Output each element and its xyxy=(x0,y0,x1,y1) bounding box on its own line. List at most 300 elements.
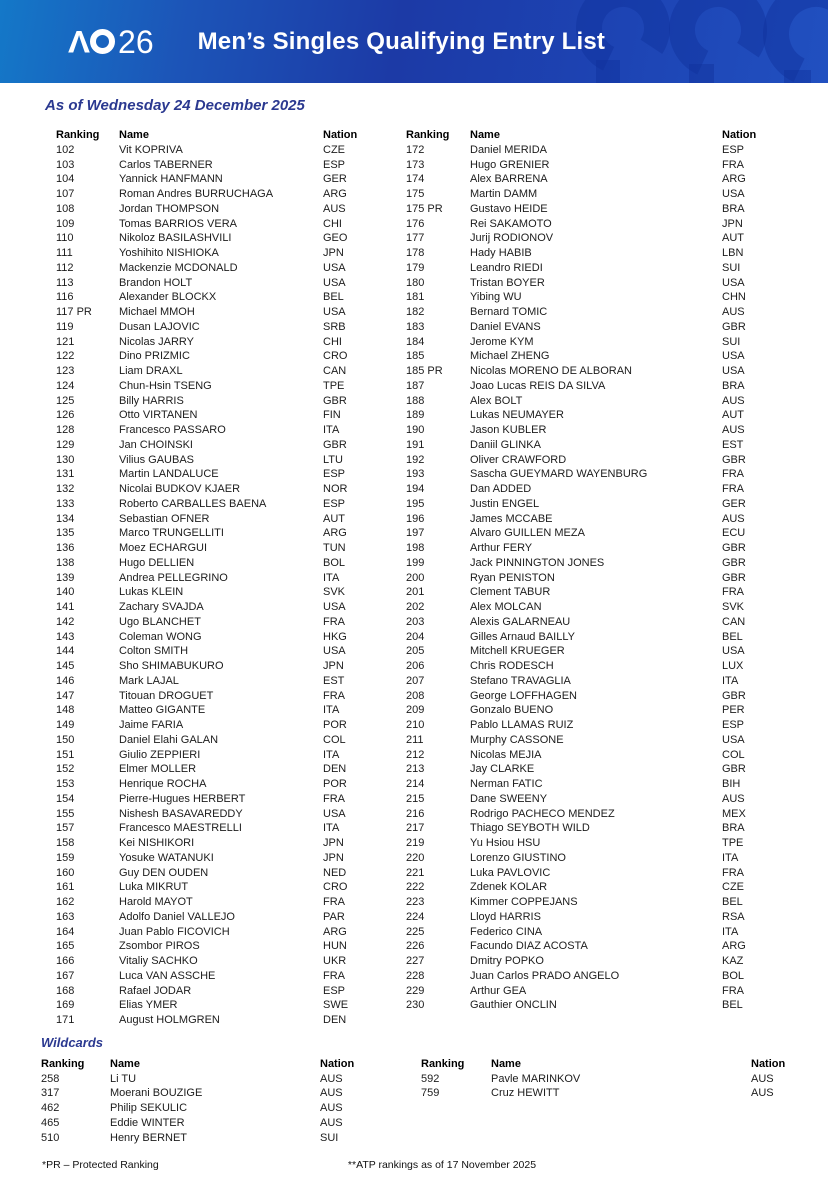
ranking-cell: 211 xyxy=(406,733,424,746)
ranking-cell: 171 xyxy=(56,1014,75,1026)
ranking-cell: 207 xyxy=(406,674,425,687)
nation-cell: AUS xyxy=(320,1072,343,1085)
name-cell: Adolfo Daniel VALLEJO xyxy=(119,910,235,923)
name-cell: Alexander BLOCKX xyxy=(119,291,217,304)
table-row xyxy=(406,364,778,379)
name-cell: Harold MAYOT xyxy=(119,896,193,908)
nation-cell: AUS xyxy=(323,202,346,215)
name-cell: Sascha GUEYMARD WAYENBURG xyxy=(470,468,648,481)
table-row xyxy=(56,231,406,246)
name-cell: Rafael JODAR xyxy=(119,984,192,997)
name-cell: Hugo DELLIEN xyxy=(119,556,195,569)
name-cell: Billy HARRIS xyxy=(119,394,184,407)
table-row xyxy=(56,453,406,468)
name-cell: Gauthier ONCLIN xyxy=(470,999,557,1012)
nation-cell: ITA xyxy=(722,674,739,687)
nation-cell: POR xyxy=(323,719,347,731)
ranking-cell: 136 xyxy=(56,542,75,554)
name-cell: Joao Lucas REIS DA SILVA xyxy=(470,379,606,392)
ranking-cell: 108 xyxy=(56,202,75,215)
table-row xyxy=(406,630,778,645)
nation-cell: AUS xyxy=(722,424,745,436)
table-row xyxy=(406,438,778,453)
ranking-cell: 223 xyxy=(406,896,425,908)
nation-cell: BEL xyxy=(722,630,743,643)
name-cell: Yannick HANFMANN xyxy=(119,173,223,186)
nation-cell: AUS xyxy=(320,1116,343,1129)
table-row xyxy=(41,1116,421,1131)
table-row xyxy=(56,718,406,733)
table-row xyxy=(406,497,778,512)
table-row xyxy=(56,659,406,674)
nation-cell: ITA xyxy=(323,424,340,436)
nation-cell: GEO xyxy=(323,232,348,245)
table-row xyxy=(56,143,406,158)
nation-cell: ITA xyxy=(323,822,340,835)
table-row xyxy=(406,674,778,689)
table-row xyxy=(406,659,778,674)
ao-logo-o-ring xyxy=(90,29,115,54)
nation-cell: TPE xyxy=(722,837,744,849)
nation-cell: NOR xyxy=(323,483,348,495)
nation-cell: AUT xyxy=(323,512,345,525)
table-row xyxy=(56,556,406,571)
nation-cell: ITA xyxy=(722,851,739,864)
ranking-cell: 157 xyxy=(56,822,75,835)
ranking-cell: 145 xyxy=(56,660,75,672)
table-row xyxy=(406,305,778,320)
table-row xyxy=(56,895,406,910)
entry-table-right xyxy=(406,128,778,1013)
table-row xyxy=(56,792,406,807)
name-cell: Kimmer COPPEJANS xyxy=(470,896,578,908)
name-cell: Facundo DIAZ ACOSTA xyxy=(470,940,588,953)
ranking-cell: 140 xyxy=(56,586,75,599)
ranking-cell: 187 xyxy=(406,379,425,392)
ranking-cell: 172 xyxy=(406,143,425,156)
nation-column-header: Nation xyxy=(751,1057,786,1070)
name-cell: Gustavo HEIDE xyxy=(470,202,548,215)
ranking-cell: 123 xyxy=(56,365,75,377)
table-row xyxy=(406,644,778,659)
ranking-cell: 222 xyxy=(406,881,425,894)
table-row xyxy=(56,954,406,969)
nation-cell: GBR xyxy=(722,556,746,569)
nation-cell: RSA xyxy=(722,910,745,923)
name-cell: Giulio ZEPPIERI xyxy=(119,748,201,761)
table-row xyxy=(56,305,406,320)
nation-cell: FRA xyxy=(323,969,345,982)
ranking-cell: 258 xyxy=(41,1072,60,1085)
nation-cell: BRA xyxy=(722,822,745,835)
name-cell: Chun-Hsin TSENG xyxy=(119,379,212,392)
nation-cell: GBR xyxy=(722,689,746,702)
ranking-cell: 196 xyxy=(406,512,425,525)
ranking-cell: 125 xyxy=(56,394,75,407)
nation-cell: FRA xyxy=(323,615,345,628)
ranking-cell: 135 xyxy=(56,527,75,540)
table-row xyxy=(406,453,778,468)
table-row xyxy=(56,880,406,895)
ranking-cell: 107 xyxy=(56,188,75,200)
name-cell: Matteo GIGANTE xyxy=(119,704,206,717)
nation-cell: SVK xyxy=(323,586,346,599)
nation-column-header: Nation xyxy=(320,1057,355,1070)
table-header-row xyxy=(41,1057,421,1072)
name-cell: Murphy CASSONE xyxy=(470,733,564,746)
name-cell: Francesco PASSARO xyxy=(119,424,226,436)
table-header-row xyxy=(406,128,778,143)
nation-cell: FIN xyxy=(323,409,341,422)
table-row xyxy=(56,349,406,364)
table-row xyxy=(56,438,406,453)
ranking-cell: 169 xyxy=(56,999,75,1012)
nation-cell: COL xyxy=(323,733,346,746)
table-row xyxy=(406,467,778,482)
nation-cell: USA xyxy=(323,261,346,274)
name-cell: Henry BERNET xyxy=(110,1131,188,1144)
nation-cell: ARG xyxy=(722,940,746,953)
table-row xyxy=(406,290,778,305)
table-row xyxy=(56,246,406,261)
nation-cell: EST xyxy=(323,674,345,687)
name-column-header: Name xyxy=(470,129,500,141)
table-row xyxy=(56,644,406,659)
nation-cell: ESP xyxy=(323,158,346,171)
ranking-cell: 142 xyxy=(56,615,75,628)
nation-cell: CHN xyxy=(722,291,746,304)
nation-cell: FRA xyxy=(323,689,345,702)
name-cell: Justin ENGEL xyxy=(470,497,540,510)
wildcards-table-right xyxy=(421,1057,821,1101)
ranking-cell: 191 xyxy=(406,438,425,451)
name-cell: Jaime FARIA xyxy=(119,719,184,731)
table-row xyxy=(56,187,406,202)
table-row xyxy=(56,408,406,423)
ranking-cell: 116 xyxy=(56,291,74,304)
nation-cell: BEL xyxy=(722,896,743,908)
name-cell: Leandro RIEDI xyxy=(470,261,543,274)
name-cell: Luka PAVLOVIC xyxy=(470,866,551,879)
table-row xyxy=(406,969,778,984)
table-row xyxy=(406,792,778,807)
table-row xyxy=(406,718,778,733)
table-row xyxy=(406,423,778,438)
ao-logo-year: 26 xyxy=(118,23,154,60)
ranking-cell: 175 PR xyxy=(406,202,443,215)
ranking-cell: 133 xyxy=(56,497,75,510)
name-cell: Dane SWEENY xyxy=(470,792,548,805)
ranking-cell: 185 PR xyxy=(406,365,443,377)
nation-cell: SUI xyxy=(320,1131,339,1144)
name-cell: Bernard TOMIC xyxy=(470,306,548,318)
nation-cell: GBR xyxy=(722,542,746,554)
table-row xyxy=(56,807,406,822)
nation-cell: AUS xyxy=(722,306,745,318)
ranking-cell: 194 xyxy=(406,483,425,495)
nation-cell: EST xyxy=(722,438,744,451)
table-row xyxy=(56,733,406,748)
nation-cell: HKG xyxy=(323,630,347,643)
name-cell: Nicolas JARRY xyxy=(119,335,194,348)
nation-cell: CAN xyxy=(722,615,746,628)
name-cell: Jan CHOINSKI xyxy=(119,438,193,451)
nation-cell: JPN xyxy=(323,837,344,849)
table-row xyxy=(56,1013,406,1028)
nation-cell: BIH xyxy=(722,778,741,790)
ranking-cell: 177 xyxy=(406,232,425,245)
name-cell: Sho SHIMABUKURO xyxy=(119,660,224,672)
name-column-header: Name xyxy=(491,1057,521,1070)
nation-cell: SRB xyxy=(323,320,346,333)
nation-cell: LUX xyxy=(722,660,744,672)
nation-cell: KAZ xyxy=(722,955,744,967)
ao26-logo xyxy=(68,25,154,58)
table-row xyxy=(41,1101,421,1116)
ranking-cell: 131 xyxy=(56,468,75,481)
name-cell: Mitchell KRUEGER xyxy=(470,645,565,658)
nation-cell: USA xyxy=(323,601,346,613)
name-cell: Nerman FATIC xyxy=(470,778,543,790)
ranking-cell: 163 xyxy=(56,910,75,923)
ranking-cell: 146 xyxy=(56,674,75,687)
as-of-date: As of Wednesday 24 December 2025 xyxy=(45,97,305,114)
ranking-cell: 226 xyxy=(406,940,425,953)
name-cell: Rei SAKAMOTO xyxy=(470,217,552,230)
ranking-cell: 147 xyxy=(56,689,75,702)
table-row xyxy=(56,158,406,173)
ranking-cell: 113 xyxy=(56,276,74,289)
nation-cell: AUS xyxy=(722,512,745,525)
name-cell: Rodrigo PACHECO MENDEZ xyxy=(470,807,615,820)
ranking-cell: 160 xyxy=(56,866,75,879)
nation-cell: BEL xyxy=(323,291,344,304)
ranking-cell: 121 xyxy=(56,335,75,348)
nation-cell: ARG xyxy=(323,527,347,540)
nation-cell: CRO xyxy=(323,350,348,363)
name-cell: Pablo LLAMAS RUIZ xyxy=(470,719,574,731)
table-row xyxy=(406,202,778,217)
table-row xyxy=(56,571,406,586)
nation-cell: FRA xyxy=(722,158,744,171)
name-cell: Alex BARRENA xyxy=(470,173,548,186)
nation-cell: LBN xyxy=(722,247,744,259)
ranking-cell: 184 xyxy=(406,335,425,348)
table-row xyxy=(56,217,406,232)
ranking-cell: 230 xyxy=(406,999,425,1012)
table-row xyxy=(56,674,406,689)
name-cell: Jordan THOMPSON xyxy=(119,202,220,215)
table-row xyxy=(406,836,778,851)
nation-cell: LTU xyxy=(323,453,343,466)
ranking-cell: 198 xyxy=(406,542,425,554)
table-row xyxy=(406,984,778,999)
ranking-cell: 129 xyxy=(56,438,75,451)
table-row xyxy=(41,1131,421,1146)
table-row xyxy=(406,556,778,571)
name-cell: Yoshihito NISHIOKA xyxy=(119,247,219,259)
table-row xyxy=(406,748,778,763)
name-cell: Martin DAMM xyxy=(470,188,538,200)
ranking-cell: 759 xyxy=(421,1087,440,1100)
ranking-cell: 227 xyxy=(406,955,425,967)
name-cell: Brandon HOLT xyxy=(119,276,193,289)
nation-cell: CZE xyxy=(323,143,345,156)
ranking-cell: 217 xyxy=(406,822,425,835)
ranking-cell: 213 xyxy=(406,763,425,776)
name-cell: George LOFFHAGEN xyxy=(470,689,577,702)
table-row xyxy=(406,276,778,291)
name-cell: Li TU xyxy=(110,1072,137,1085)
ranking-cell: 200 xyxy=(406,571,425,584)
ranking-cell: 225 xyxy=(406,925,425,938)
nation-cell: USA xyxy=(323,276,346,289)
ranking-cell: 150 xyxy=(56,733,75,746)
nation-cell: ECU xyxy=(722,527,746,540)
table-row xyxy=(56,939,406,954)
name-cell: Stefano TRAVAGLIA xyxy=(470,674,571,687)
nation-cell: ITA xyxy=(323,704,340,717)
table-row xyxy=(406,231,778,246)
ranking-cell: 119 xyxy=(56,320,74,333)
table-row xyxy=(406,158,778,173)
name-cell: Lloyd HARRIS xyxy=(470,910,541,923)
nation-cell: SVK xyxy=(722,601,745,613)
nation-cell: ESP xyxy=(323,468,346,481)
nation-cell: POR xyxy=(323,778,347,790)
name-cell: Clement TABUR xyxy=(470,586,551,599)
table-row xyxy=(406,541,778,556)
ranking-cell: 210 xyxy=(406,719,425,731)
name-cell: Vilius GAUBAS xyxy=(119,453,194,466)
table-row xyxy=(56,364,406,379)
table-header-row xyxy=(56,128,406,143)
table-row xyxy=(56,541,406,556)
name-cell: Kei NISHIKORI xyxy=(119,837,195,849)
name-cell: Pavle MARINKOV xyxy=(491,1072,581,1085)
nation-cell: AUS xyxy=(320,1102,343,1114)
table-row xyxy=(56,630,406,645)
name-cell: Nishesh BASAVAREDDY xyxy=(119,807,243,820)
name-cell: Zsombor PIROS xyxy=(119,940,200,953)
ranking-cell: 178 xyxy=(406,247,425,259)
ranking-cell: 138 xyxy=(56,556,75,569)
ranking-cell: 176 xyxy=(406,217,425,230)
table-row xyxy=(406,807,778,822)
table-row xyxy=(56,394,406,409)
name-cell: Alvaro GUILLEN MEZA xyxy=(470,527,585,540)
name-cell: Sebastian OFNER xyxy=(119,512,210,525)
ranking-cell: 220 xyxy=(406,851,425,864)
ranking-cell: 203 xyxy=(406,615,425,628)
header-banner xyxy=(0,0,828,83)
nation-cell: BRA xyxy=(722,379,745,392)
nation-cell: CHI xyxy=(323,335,342,348)
table-row xyxy=(406,777,778,792)
nation-cell: AUS xyxy=(722,792,745,805)
table-row xyxy=(406,246,778,261)
table-row xyxy=(406,821,778,836)
nation-cell: AUS xyxy=(751,1072,774,1085)
nation-cell: ITA xyxy=(722,925,739,938)
name-cell: Daniel Elahi GALAN xyxy=(119,733,219,746)
name-cell: Ryan PENISTON xyxy=(470,571,555,584)
name-cell: Michael ZHENG xyxy=(470,350,550,363)
ranking-cell: 126 xyxy=(56,409,75,422)
table-row xyxy=(406,379,778,394)
name-cell: Jurij RODIONOV xyxy=(470,232,554,245)
ranking-cell: 205 xyxy=(406,645,425,658)
name-cell: Daniel MERIDA xyxy=(470,143,548,156)
name-cell: Carlos TABERNER xyxy=(119,158,213,171)
nation-cell: FRA xyxy=(722,984,744,997)
nation-cell: AUS xyxy=(751,1087,774,1100)
ranking-cell: 182 xyxy=(406,306,425,318)
ranking-cell: 317 xyxy=(41,1087,60,1100)
entry-table-left xyxy=(56,128,406,1028)
ranking-cell: 143 xyxy=(56,630,75,643)
table-row xyxy=(56,762,406,777)
ranking-cell: 221 xyxy=(406,866,425,879)
ranking-cell: 183 xyxy=(406,320,425,333)
table-row xyxy=(406,733,778,748)
table-row xyxy=(56,423,406,438)
name-cell: Lorenzo GIUSTINO xyxy=(470,851,566,864)
nation-cell: ITA xyxy=(323,748,340,761)
name-cell: Juan Carlos PRADO ANGELO xyxy=(470,969,620,982)
ranking-cell: 134 xyxy=(56,512,75,525)
ranking-cell: 167 xyxy=(56,969,75,982)
nation-cell: USA xyxy=(722,276,745,289)
ranking-cell: 155 xyxy=(56,807,75,820)
name-cell: Titouan DROGUET xyxy=(119,689,214,702)
ranking-cell: 161 xyxy=(56,881,75,894)
name-cell: Liam DRAXL xyxy=(119,365,183,377)
ranking-cell: 110 xyxy=(56,232,74,245)
name-cell: Dan ADDED xyxy=(470,483,532,495)
ranking-cell: 208 xyxy=(406,689,425,702)
nation-cell: MEX xyxy=(722,807,746,820)
ranking-cell: 204 xyxy=(406,630,425,643)
nation-cell: BOL xyxy=(323,556,346,569)
table-row xyxy=(56,467,406,482)
nation-cell: GBR xyxy=(722,763,746,776)
ranking-cell: 111 xyxy=(56,247,73,259)
name-cell: Yosuke WATANUKI xyxy=(119,851,214,864)
table-row xyxy=(56,600,406,615)
table-row xyxy=(56,748,406,763)
ranking-cell: 141 xyxy=(56,601,75,613)
ranking-cell: 215 xyxy=(406,792,425,805)
nation-column-header: Nation xyxy=(722,129,757,141)
name-cell: Elmer MOLLER xyxy=(119,763,197,776)
nation-cell: ITA xyxy=(323,571,340,584)
ranking-cell: 148 xyxy=(56,704,75,717)
ranking-cell: 206 xyxy=(406,660,425,672)
nation-cell: FRA xyxy=(323,896,345,908)
name-cell: Nicolai BUDKOV KJAER xyxy=(119,483,241,495)
table-row xyxy=(406,998,778,1013)
nation-cell: FRA xyxy=(722,468,744,481)
nation-cell: USA xyxy=(722,733,745,746)
ranking-cell: 214 xyxy=(406,778,425,790)
nation-cell: TUN xyxy=(323,542,346,554)
table-row xyxy=(406,143,778,158)
ranking-cell: 201 xyxy=(406,586,425,599)
nation-cell: GER xyxy=(323,173,347,186)
name-cell: Alex BOLT xyxy=(470,394,523,407)
ranking-cell: 104 xyxy=(56,173,75,186)
